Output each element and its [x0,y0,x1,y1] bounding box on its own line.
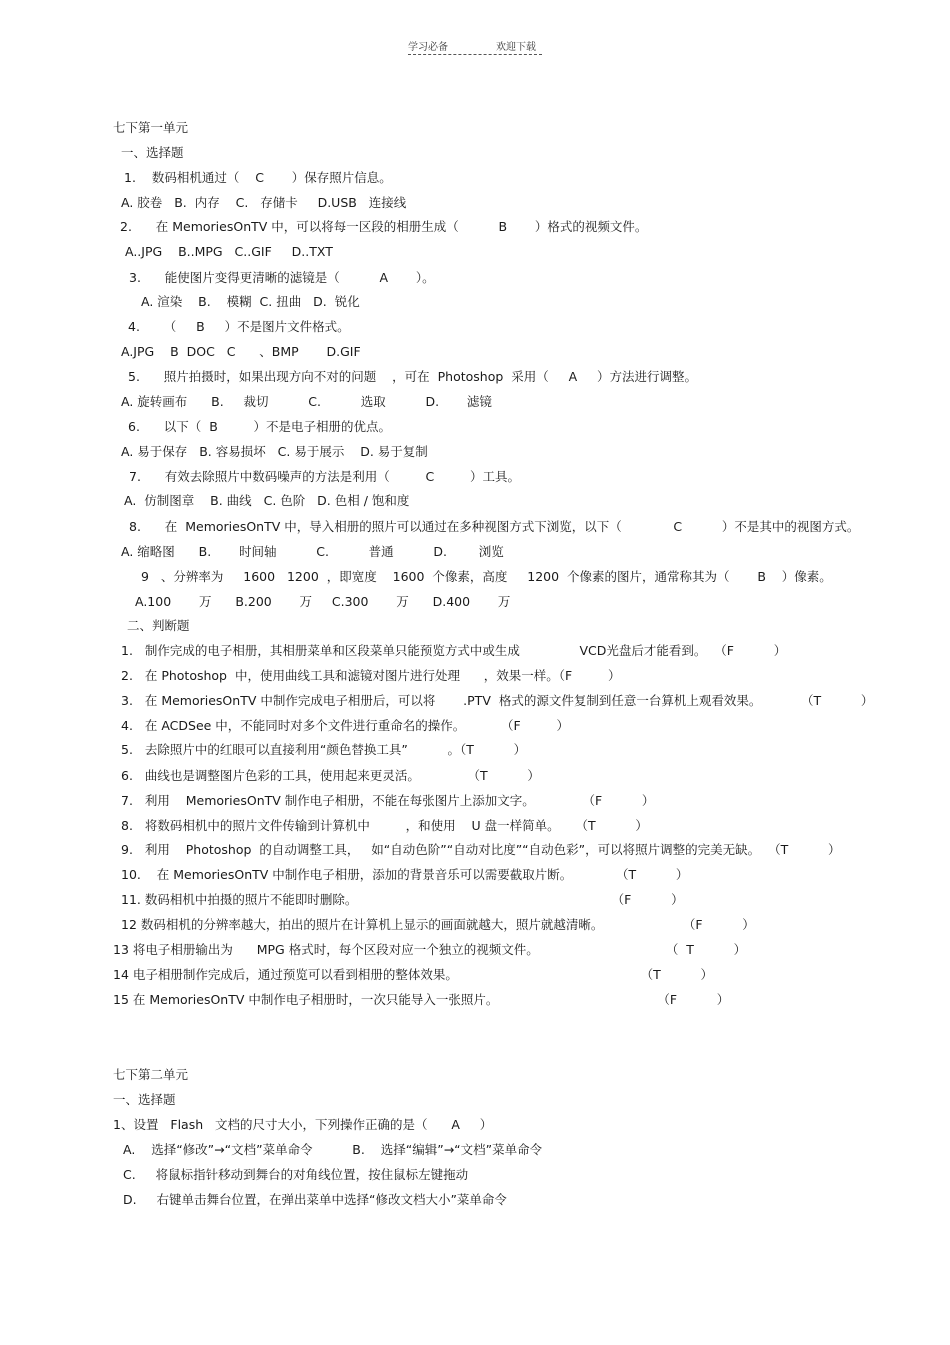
options-line: C. 将鼠标指针移动到舞台的对角线位置，按住鼠标左键拖动 [123,1167,469,1182]
question-line: 2. 在 MemoriesOnTV 中，可以将每一区段的相册生成（ B ）格式的视频文件。 [120,219,648,234]
judgment-line: 14 电子相册制作完成后，通过预览可以看到相册的整体效果。 （T ） [113,967,714,982]
judgment-line: 2. 在 Photoshop 中，使用曲线工具和滤镜对图片进行处理 ，效果一样。（F ） [121,668,621,683]
judgment-line: 15 在 MemoriesOnTV 中制作电子相册时，一次只能导入一张照片。 （F ） [113,992,730,1007]
unit1-section-choice: 一、选择题 [121,145,184,160]
options-line: A. 选择“修改”→“文档”菜单命令 B. 选择“编辑”→“文档”菜单命令 [123,1142,543,1157]
header-left-text: 学习必备 [408,42,448,53]
question-line: 9 、分辨率为 1600 1200 ，即宽度 1600 个像素，高度 1200 个像素的图片，通常称其为（ B ）像素。 [141,569,832,584]
options-line: A..JPG B..MPG C..GIF D..TXT [125,244,333,259]
question-line: 8. 在 MemoriesOnTV 中，导入相册的照片可以通过在多种视图方式下浏览，以下（ C ）不是其中的视图方式。 [129,519,860,534]
judgment-line: 13 将电子相册输出为 MPG 格式时，每个区段对应一个独立的视频文件。 （ T ） [113,942,747,957]
unit1-title: 七下第一单元 [113,120,189,135]
judgment-line: 4. 在 ACDSee 中，不能同时对多个文件进行重命名的操作。 （F ） [121,718,570,733]
unit2-title: 七下第二单元 [113,1067,189,1082]
judgment-line: 7. 利用 MemoriesOnTV 制作电子相册，不能在每张图片上添加文字。 （F ） [121,793,655,808]
options-line: A. 渲染 B. 模糊 C. 扭曲 D. 锐化 [141,294,360,309]
judgment-line: 8. 将数码相机中的照片文件传输到计算机中 ，和使用 U 盘一样简单。 （T ） [121,818,648,833]
judgment-line: 11. 数码相机中拍摄的照片不能即时删除。 （F ） [121,892,684,907]
judgment-line: 10. 在 MemoriesOnTV 中制作电子相册，添加的背景音乐可以需要截取片断。 （T ） [121,867,689,882]
unit1-section-judgment: 二、判断题 [127,618,190,633]
unit2-section-choice: 一、选择题 [113,1092,176,1107]
header-divider [408,54,542,55]
options-line: A. 旋转画布 B. 裁切 C. 选取 D. 滤镜 [121,394,492,409]
question-line: 4. （ B ）不是图片文件格式。 [128,319,350,334]
question-line: 5. 照片拍摄时，如果出现方向不对的问题 ，可在 Photoshop 采用（ A ）方法进行调整。 [128,369,698,384]
judgment-line: 5. 去除照片中的红眼可以直接利用“颜色替换工具” 。（T ） [121,742,527,757]
options-line: D. 右键单击舞台位置，在弹出菜单中选择“修改文档大小”菜单命令 [123,1192,507,1207]
judgment-line: 3. 在 MemoriesOnTV 中制作完成电子相册后，可以将 .PTV 格式的源文件复制到任意一台算机上观看效果。 （T ） [121,693,874,708]
options-line: A. 胶卷 B. 内存 C. 存储卡 D.USB 连接线 [121,195,407,210]
judgment-line: 9. 利用 Photoshop 的自动调整工具， 如“自动色阶”“自动对比度”“自动色彩”，可以将照片调整的完美无缺。 （T ） [121,842,841,857]
question-line: 6. 以下（ B ）不是电子相册的优点。 [128,419,392,434]
judgment-line: 12 数码相机的分辨率越大，拍出的照片在计算机上显示的画面就越大，照片就越清晰。 （F ） [121,917,755,932]
question-line: 1. 数码相机通过（ C ）保存照片信息。 [124,170,392,185]
options-line: A.100 万 B.200 万 C.300 万 D.400 万 [135,594,511,609]
options-line: A.JPG B DOC C 、BMP D.GIF [121,344,361,359]
options-line: A. 仿制图章 B. 曲线 C. 色阶 D. 色相 / 饱和度 [124,493,410,508]
judgment-line: 6. 曲线也是调整图片色彩的工具，使用起来更灵活。 （T ） [121,768,540,783]
question-line: 7. 有效去除照片中数码噪声的方法是利用（ C ）工具。 [129,469,521,484]
options-line: A. 缩略图 B. 时间轴 C. 普通 D. 浏览 [121,544,504,559]
options-line: A. 易于保存 B. 容易损坏 C. 易于展示 D. 易于复制 [121,444,428,459]
question-line: 3. 能使图片变得更清晰的滤镜是（ A ）。 [129,270,435,285]
judgment-line: 1. 制作完成的电子相册，其相册菜单和区段菜单只能预览方式中或生成 VCD光盘后才能看到。 （F ） [121,643,787,658]
question-line: 1、设置 Flash 文档的尺寸大小，下列操作正确的是（ A ） [113,1117,493,1132]
header-right-text: 欢迎下载 [496,42,536,53]
